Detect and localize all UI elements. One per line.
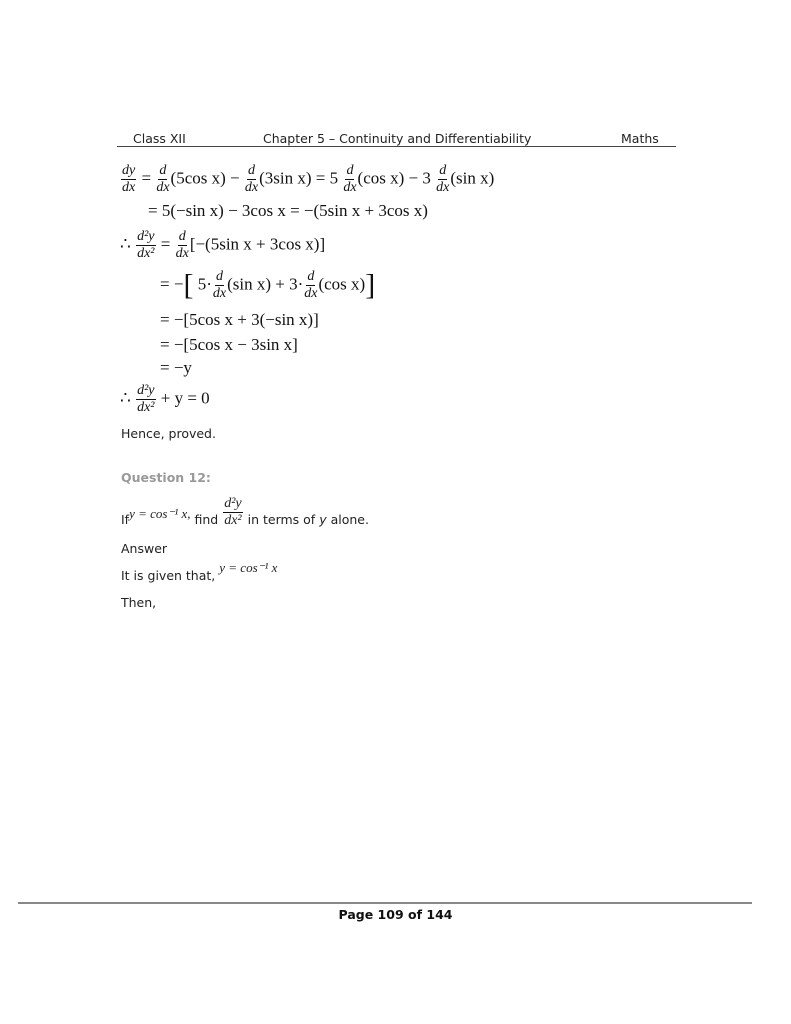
equation-line-6: = −[5cos x − 3sin x] bbox=[160, 335, 298, 354]
equation-line-8: ∴ $\frac{\text{d²y}}{\text{dx²}}$ + y = 0 bbox=[120, 383, 210, 415]
question-text: Ify = cos⁻¹ x, find $\frac{\text{d²y}}{\text{dx²}}$ in terms of y alone. bbox=[121, 496, 369, 528]
equation-line-2: = 5(−sin x) − 3cos x = −(5sin x + 3cos x) bbox=[148, 201, 428, 220]
hence-proved-text: Hence, proved. bbox=[121, 426, 216, 441]
equation-line-1: $\frac{dy}{dx}$ = $\frac{d}{dx}$ (5cos x) − $\frac{d}{dx}$ (3sin x) = 5 $\frac{d}{dx}$ (cos x) − 3 $\frac{d}{dx}$ (sin x) bbox=[122, 163, 495, 195]
equation-line-3: ∴ $\frac{\text{d²y}}{\text{dx²}}$ = $\frac{d}{dx}$ [−(5sin x + 3cos x)] bbox=[120, 229, 326, 261]
header-subject: Maths bbox=[621, 131, 659, 146]
given-text: It is given that, y = cos⁻¹ x bbox=[121, 560, 278, 583]
header-divider bbox=[117, 146, 676, 147]
then-text: Then, bbox=[121, 595, 157, 610]
answer-label: Answer bbox=[121, 541, 168, 556]
equation-line-5: = −[5cos x + 3(−sin x)] bbox=[160, 310, 319, 329]
footer-divider bbox=[18, 902, 752, 904]
header-class: Class XII bbox=[133, 131, 186, 146]
page-number: Page 109 of 144 bbox=[338, 907, 453, 922]
question-label: Question 12: bbox=[121, 470, 211, 485]
equation-line-7: = −y bbox=[160, 358, 192, 377]
equation-line-4: = −[ 5· $\frac{d}{dx}$ (sin x) + 3· $\frac{d}{dx}$ (cos x)] bbox=[160, 268, 376, 302]
header-chapter: Chapter 5 – Continuity and Differentiability bbox=[263, 131, 532, 146]
